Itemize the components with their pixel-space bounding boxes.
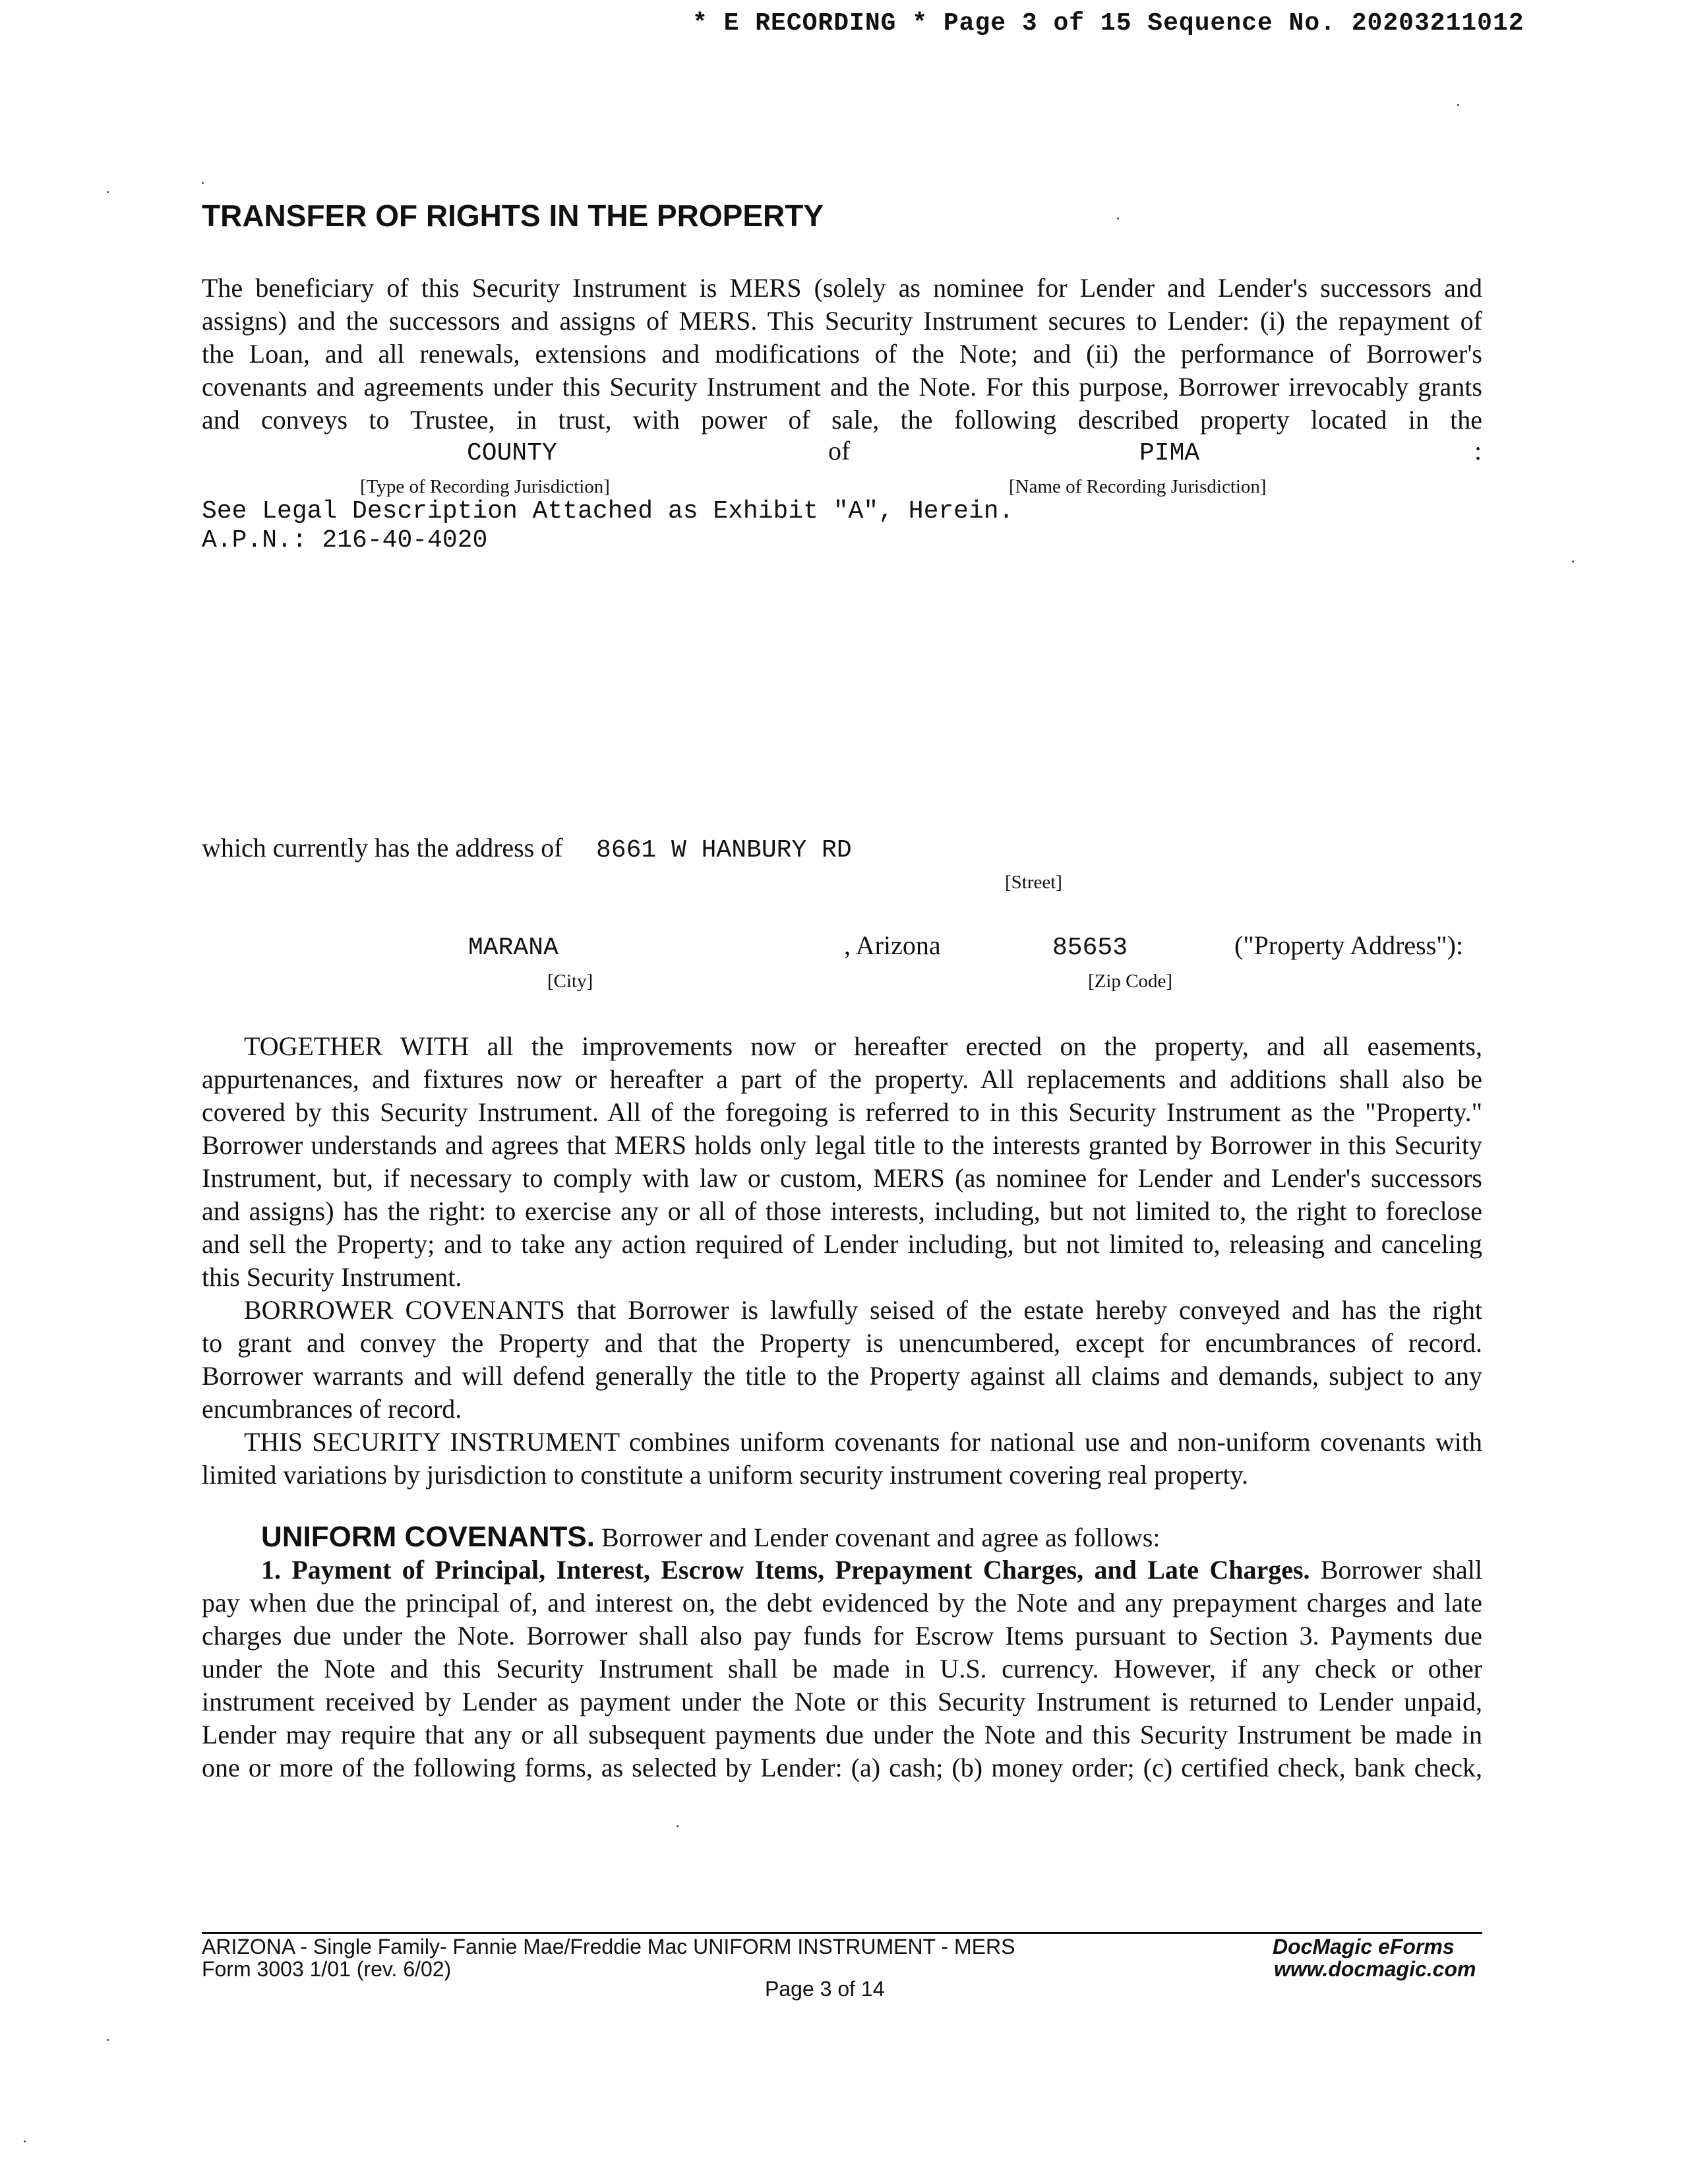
- paragraph-line: THIS SECURITY INSTRUMENT combines uniform covenants for national use and non-uniform covenants with: [244, 1427, 1482, 1457]
- paragraph-line: Borrower understands and agrees that MERS holds only legal title to the interests granted by Borrower in this Security: [202, 1130, 1482, 1160]
- paragraph-line: pay when due the principal of, and interest on, the debt evidenced by the Note and any prepayment charges and late: [202, 1588, 1482, 1618]
- jurisdiction-colon: :: [1474, 436, 1482, 466]
- paragraph-line: under the Note and this Security Instrument shall be made in U.S. currency. However, if any check or other: [202, 1654, 1482, 1684]
- paragraph-line: BORROWER COVENANTS that Borrower is lawfully seised of the estate hereby conveyed and has the right: [244, 1295, 1482, 1325]
- jurisdiction-name-caption: [Name of Recording Jurisdiction]: [1009, 476, 1267, 497]
- scan-speck: [202, 182, 204, 184]
- paragraph-line: The beneficiary of this Security Instrument is MERS (solely as nominee for Lender and Lender's successors and: [202, 273, 1482, 303]
- jurisdiction-type-value: COUNTY: [467, 439, 557, 468]
- apn-line: A.P.N.: 216-40-4020: [202, 526, 488, 555]
- paragraph-line: limited variations by jurisdiction to constitute a uniform security instrument covering real property.: [202, 1460, 1249, 1490]
- paragraph-line: TOGETHER WITH all the improvements now or hereafter erected on the property, and all easements,: [244, 1031, 1482, 1061]
- paragraph-line: encumbrances of record.: [202, 1394, 462, 1424]
- legal-description-line: See Legal Description Attached as Exhibit "A", Herein.: [202, 497, 1014, 526]
- together-with-paragraph: [202, 1030, 1482, 1294]
- covenant-1-paragraph: [202, 1554, 1482, 1784]
- covenant-1-first-line: [202, 1554, 1482, 1587]
- zip-caption: [Zip Code]: [1088, 971, 1173, 992]
- covenant-1-number: 1.: [261, 1555, 281, 1585]
- scan-speck: [1572, 561, 1574, 562]
- paragraph-line: appurtenances, and fixtures now or hereafter a part of the property. All replacements and additions shall also be: [202, 1064, 1482, 1094]
- address-lead-text: which currently has the address of: [202, 833, 563, 863]
- footer-form-number: Form 3003 1/01 (rev. 6/02): [202, 1957, 452, 1981]
- section-title: TRANSFER OF RIGHTS IN THE PROPERTY: [202, 198, 824, 233]
- scan-speck: [24, 2140, 26, 2142]
- paragraph-line: assigns) and the successors and assigns of MERS. This Security Instrument secures to Lender: (i) the repayment of: [202, 306, 1482, 336]
- footer-page-number: Page 3 of 14: [765, 1977, 885, 2001]
- footer-form-title: ARIZONA - Single Family- Fannie Mae/Freddie Mac UNIFORM INSTRUMENT - MERS: [202, 1935, 1015, 1958]
- street-caption: [Street]: [1005, 872, 1062, 893]
- paragraph-line: Borrower warrants and will defend generally the title to the Property against all claims and demands, subject to any: [202, 1361, 1482, 1391]
- uniform-covenants-heading: UNIFORM COVENANTS.: [261, 1521, 595, 1553]
- security-instrument-paragraph: [202, 1426, 1482, 1492]
- uniform-covenants-heading-line: [261, 1521, 1160, 1554]
- uniform-covenants-intro: Borrower and Lender covenant and agree as follows:: [601, 1523, 1160, 1552]
- paragraph-line: and conveys to Trustee, in trust, with power of sale, the following described property located in the: [202, 405, 1482, 435]
- paragraph-line: the Loan, and all renewals, extensions and modifications of the Note; and (ii) the performance of Borrower's: [202, 339, 1482, 369]
- paragraph-line: to grant and convey the Property and that the Property is unencumbered, except for encumbrances of record.: [202, 1328, 1482, 1358]
- paragraph-line: and sell the Property; and to take any action required of Lender including, but not limited to, releasing and canceling: [202, 1229, 1482, 1259]
- footer-url: www.docmagic.com: [1274, 1957, 1476, 1981]
- paragraph-line: instrument received by Lender as payment under the Note or this Security Instrument is returned to Lender unpaid,: [202, 1687, 1482, 1716]
- paragraph-line: covenants and agreements under this Security Instrument and the Note. For this purpose, Borrower irrevocably grants: [202, 372, 1482, 402]
- covenant-1-title: Payment of Principal, Interest, Escrow Items, Prepayment Charges, and Late Charges.: [291, 1555, 1310, 1585]
- state-text: , Arizona: [844, 930, 941, 960]
- scan-speck: [107, 191, 109, 193]
- jurisdiction-type-caption: [Type of Recording Jurisdiction]: [360, 476, 610, 497]
- paragraph-line: charges due under the Note. Borrower shall also pay funds for Escrow Items pursuant to Section 3. Payments due: [202, 1621, 1482, 1651]
- covenant-1-first-tail: Borrower shall: [1320, 1555, 1483, 1585]
- footer-brand-logo: DocMagic eForms: [1273, 1935, 1455, 1958]
- scan-speck: [1117, 218, 1119, 220]
- city-value: MARANA: [468, 934, 558, 962]
- city-caption: [City]: [547, 971, 593, 992]
- scan-speck: [1457, 104, 1459, 106]
- borrower-covenants-paragraph: [202, 1294, 1482, 1426]
- paragraph-line: this Security Instrument.: [202, 1262, 462, 1292]
- paragraph-line: one or more of the following forms, as selected by Lender: (a) cash; (b) money order; (c) certified check, bank check,: [202, 1753, 1482, 1782]
- scan-speck: [677, 1825, 678, 1827]
- footer-rule: [202, 1932, 1482, 1934]
- scan-speck: [107, 2039, 109, 2041]
- paragraph-line: and assigns) has the right: to exercise any or all of those interests, including, but not limited to, the right to foreclose: [202, 1196, 1482, 1226]
- transfer-paragraph: [202, 272, 1482, 437]
- street-value: 8661 W HANBURY RD: [596, 836, 852, 864]
- jurisdiction-of-word: of: [828, 436, 851, 466]
- recording-stamp: * E RECORDING * Page 3 of 15 Sequence No. 20203211012: [692, 9, 1524, 38]
- paragraph-line: covered by this Security Instrument. All of the foregoing is referred to in this Security Instrument as the "Property.": [202, 1097, 1482, 1127]
- jurisdiction-name-value: PIMA: [1139, 439, 1200, 468]
- property-address-label: ("Property Address"):: [1234, 930, 1464, 960]
- zip-value: 85653: [1052, 934, 1128, 962]
- paragraph-line: Instrument, but, if necessary to comply with law or custom, MERS (as nominee for Lender and Lender's successors: [202, 1163, 1482, 1193]
- paragraph-line: Lender may require that any or all subsequent payments due under the Note and this Security Instrument be made in: [202, 1720, 1482, 1749]
